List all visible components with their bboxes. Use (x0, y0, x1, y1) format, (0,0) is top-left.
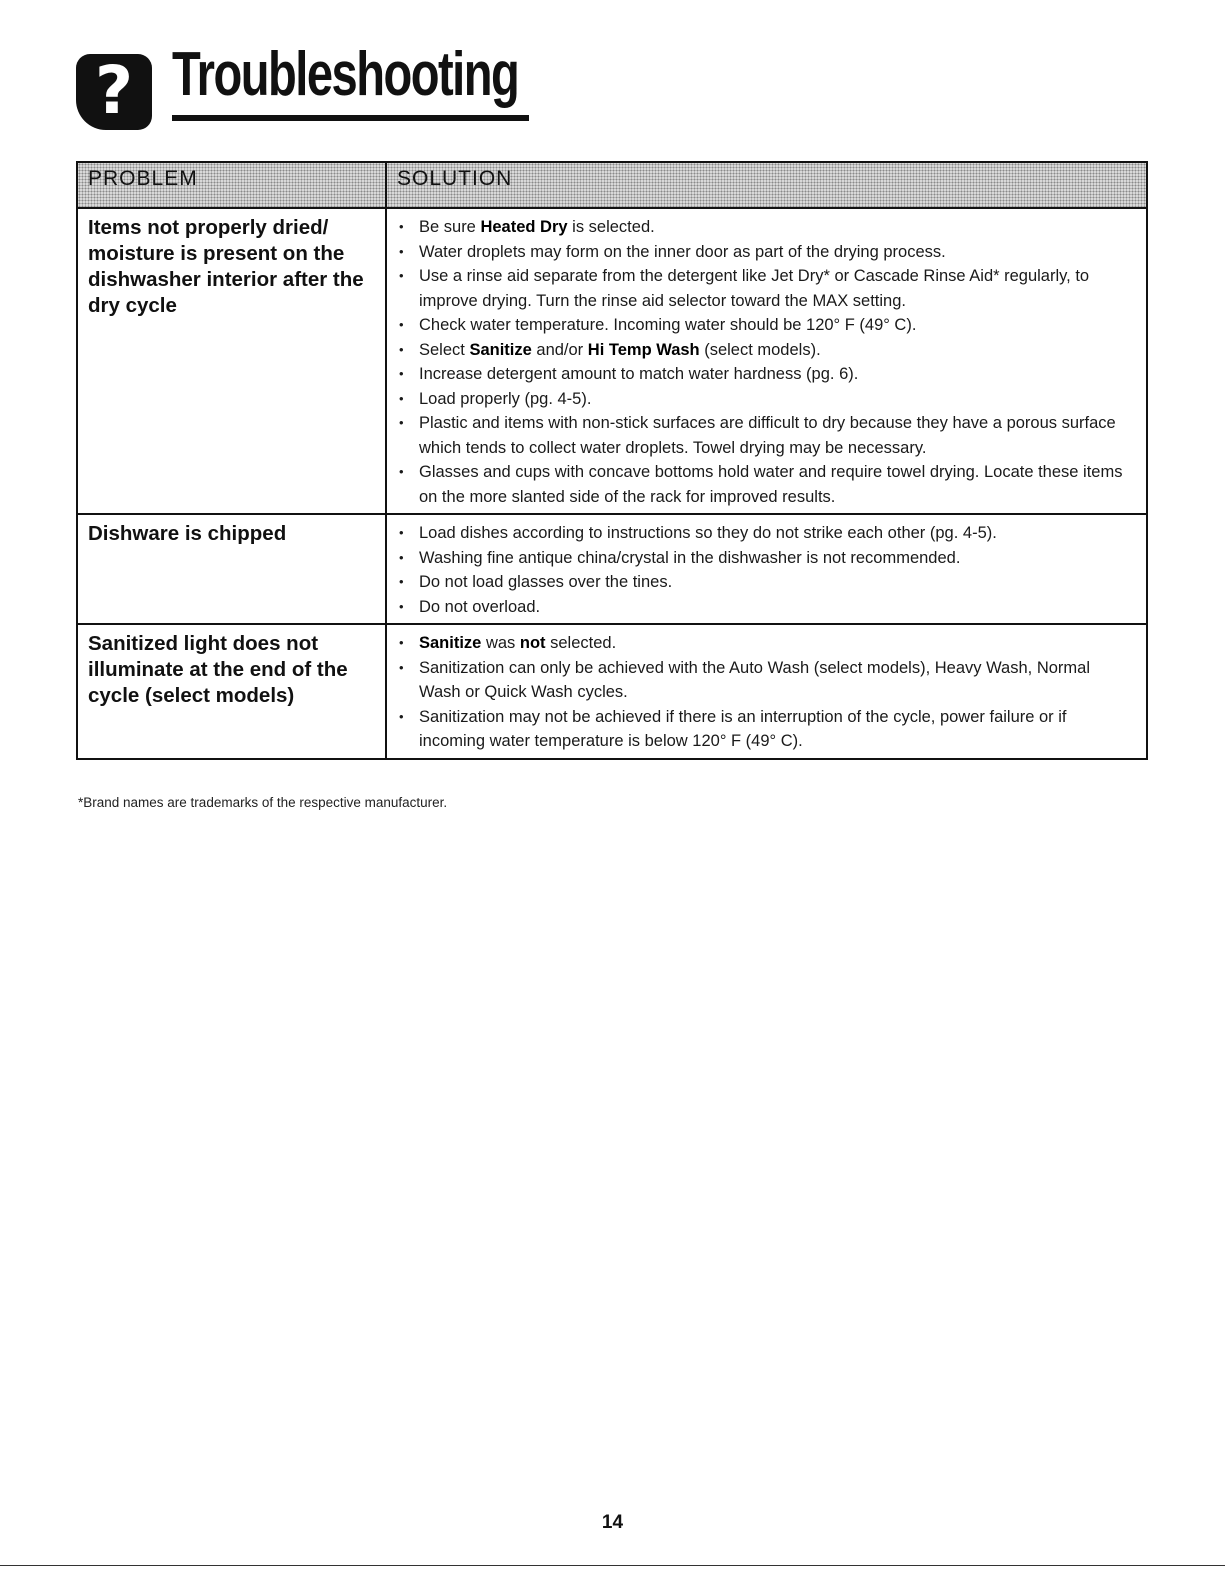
solution-item (397, 362, 1136, 387)
solution-item (397, 705, 1136, 754)
solution-text: Washing fine antique china/crystal in the dishwasher is not recommended. (419, 548, 961, 567)
problem-cell: Items not properly dried/ moisture is present on the dishwasher interior after the dry cycle (77, 208, 386, 514)
title-underline (172, 115, 529, 121)
page-header (76, 40, 536, 130)
troubleshooting-table (76, 161, 1148, 760)
table-row (77, 208, 1147, 514)
solution-item (397, 570, 1136, 595)
solution-text: was (481, 634, 520, 652)
solution-text: Use a rinse aid separate from the detergent like Jet Dry* or Cascade Rinse Aid* regularly, to improve drying. Turn the rinse aid selector toward the MAX setting. (419, 267, 1090, 310)
solution-text: Sanitization may not be achieved if there is an interruption of the cycle, power failure or if incoming water temperature is below 120° F (49° C). (419, 707, 1067, 750)
solution-item (397, 411, 1136, 460)
footnote: *Brand names are trademarks of the respective manufacturer. (78, 795, 448, 810)
solution-text: Check water temperature. Incoming water should be 120° F (49° C). (419, 316, 917, 334)
solution-emphasis: Heated Dry (480, 218, 568, 236)
solution-text: Load properly (pg. 4-5). (419, 389, 592, 408)
solution-item (397, 240, 1136, 265)
solution-text: Sanitization can only be achieved with the Auto Wash (select models), Heavy Wash, Normal Wash or Quick Wash cycles. (419, 658, 1091, 701)
solution-text: Do not load glasses over the tines. (419, 573, 673, 591)
table-header-row (77, 162, 1147, 208)
column-header-problem: PROBLEM (77, 162, 386, 208)
column-header-solution: SOLUTION (386, 162, 1147, 208)
solution-text: is selected. (567, 218, 655, 236)
solution-item (397, 215, 1136, 240)
solution-text: Select (419, 340, 470, 359)
problem-cell: Sanitized light does not illuminate at the end of the cycle (select models) (77, 624, 386, 759)
solution-text: selected. (545, 634, 617, 652)
solution-text: and/or (531, 340, 588, 359)
solution-list (397, 521, 1136, 619)
question-mark-icon (76, 54, 152, 130)
solution-text: Do not overload. (419, 597, 541, 616)
table-row (77, 624, 1147, 759)
solution-cell (386, 208, 1147, 514)
page-title: Troubleshooting (172, 40, 519, 109)
solution-item (397, 656, 1136, 705)
solution-cell (386, 514, 1147, 624)
solution-item (397, 546, 1136, 571)
question-mark-glyph: ? (94, 52, 134, 129)
solution-item (397, 521, 1136, 546)
solution-emphasis: Sanitize (419, 634, 482, 652)
solution-item (397, 460, 1136, 509)
solution-item (397, 313, 1136, 338)
solution-emphasis: Hi Temp Wash (587, 340, 700, 359)
solution-item (397, 264, 1136, 313)
solution-text: Plastic and items with non-stick surfaces are difficult to dry because they have a porous surface which tends to collect water droplets. Towel drying may be necessary. (419, 414, 1116, 457)
solution-item (397, 338, 1136, 363)
solution-text: Load dishes according to instructions so they do not strike each other (pg. 4-5). (419, 524, 997, 542)
solution-list (397, 215, 1136, 509)
table-row (77, 514, 1147, 624)
solution-text: Be sure (419, 218, 481, 236)
solution-list (397, 631, 1136, 754)
bottom-divider (0, 1565, 1225, 1566)
solution-text: Water droplets may form on the inner door as part of the drying process. (419, 242, 946, 261)
solution-item (397, 631, 1136, 656)
problem-cell: Dishware is chipped (77, 514, 386, 624)
solution-item (397, 595, 1136, 620)
solution-emphasis: not (519, 634, 546, 652)
solution-text: (select models). (699, 340, 821, 359)
solution-text: Glasses and cups with concave bottoms hold water and require towel drying. Locate these items on the more slanted side of the rack for improved results. (419, 463, 1123, 506)
solution-item (397, 387, 1136, 412)
page-number: 14 (601, 1512, 624, 1533)
solution-emphasis: Sanitize (469, 340, 532, 359)
solution-text: Increase detergent amount to match water hardness (pg. 6). (419, 365, 859, 383)
solution-cell (386, 624, 1147, 759)
